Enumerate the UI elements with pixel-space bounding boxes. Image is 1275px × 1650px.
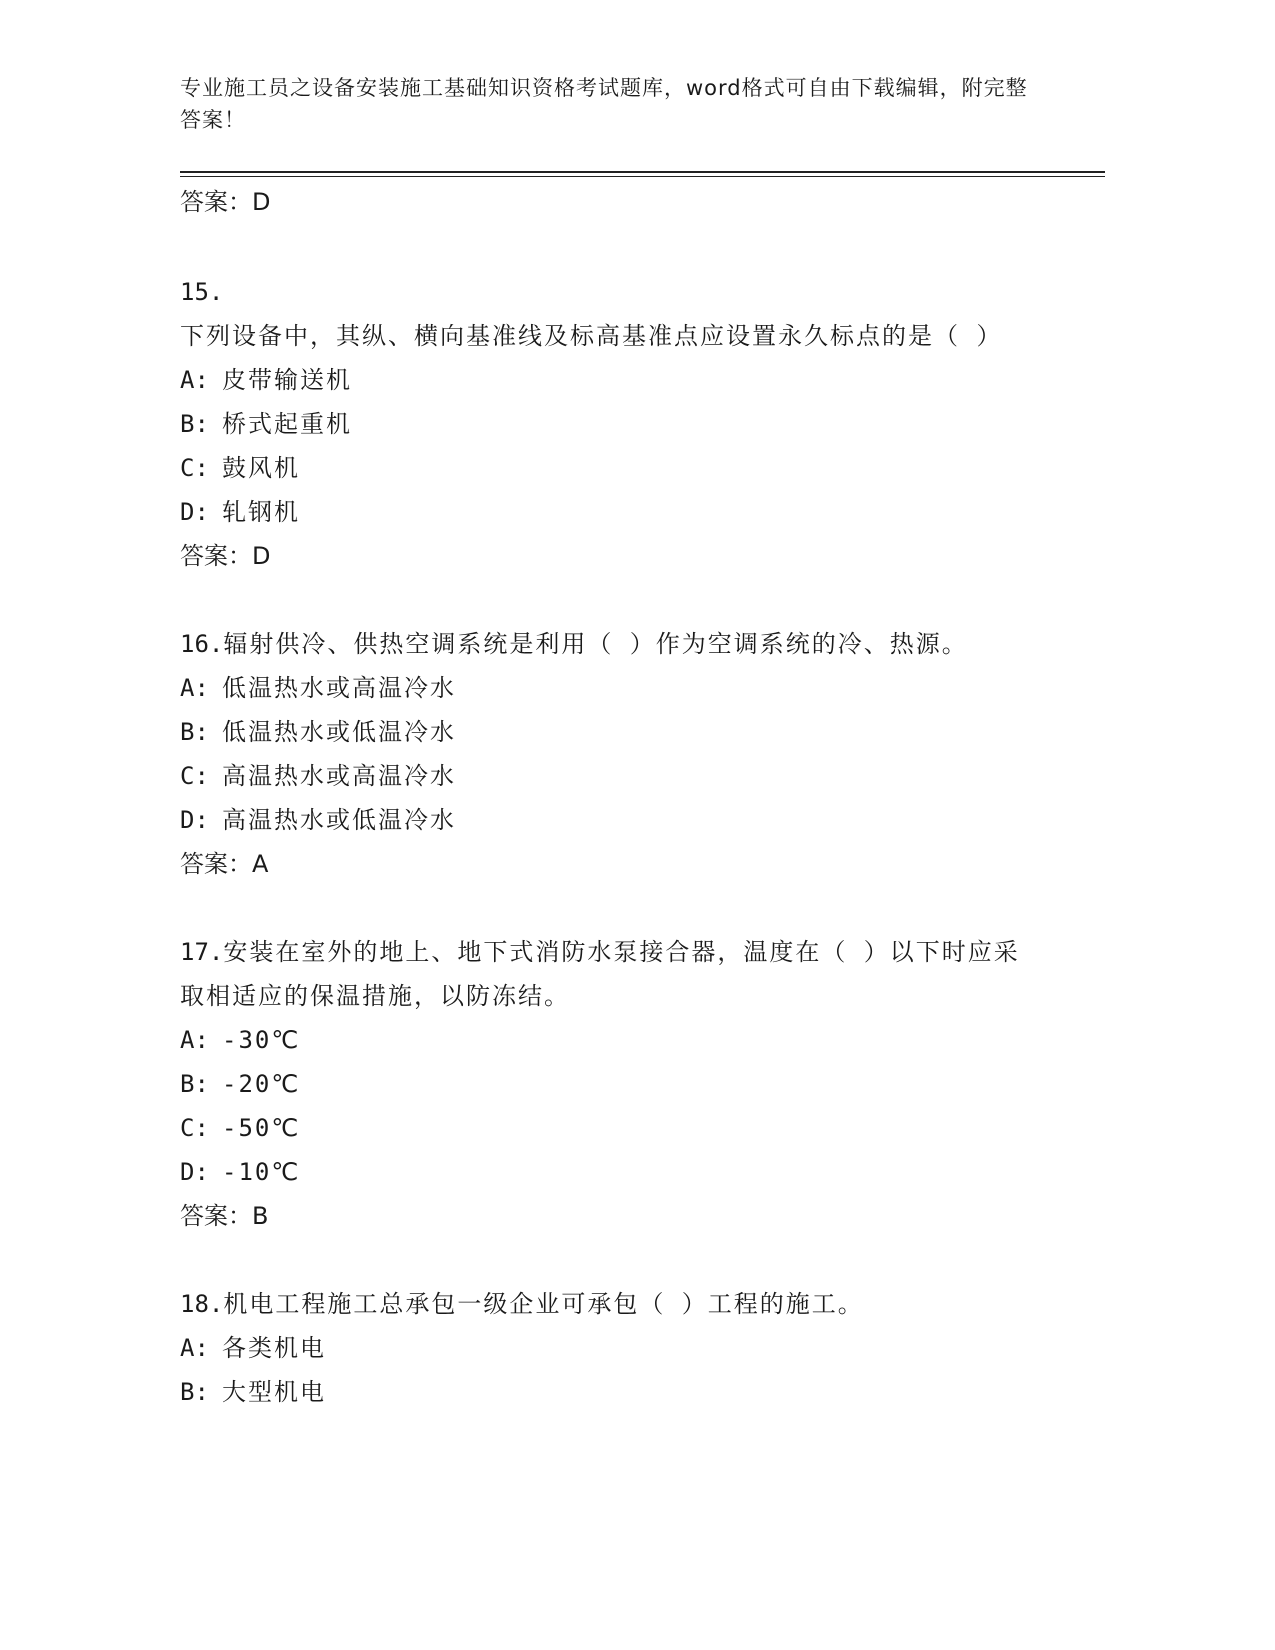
question-17: [180, 930, 1060, 1238]
question-number: 15.: [180, 278, 224, 306]
option-d: [180, 1150, 1060, 1194]
option-text: 鼓风机: [222, 454, 300, 482]
question-text: [180, 270, 1040, 358]
option-c: [180, 1106, 1060, 1150]
question-number: 18.: [180, 1290, 224, 1318]
question-text: [180, 622, 1040, 666]
option-letter: B:: [180, 1378, 209, 1406]
option-letter: C:: [180, 762, 209, 790]
option-letter: B:: [180, 410, 209, 438]
header-rule-thick: [180, 171, 1105, 173]
option-text: 皮带输送机: [222, 366, 352, 394]
question-body: 安装在室外的地上、地下式消防水泵接合器，温度在（ ）以下时应采取相适应的保温措施，以防冻结。: [180, 938, 1020, 1010]
option-c: [180, 446, 1060, 490]
option-text: 大型机电: [222, 1378, 326, 1406]
option-letter: A:: [180, 1334, 209, 1362]
option-d: [180, 798, 1060, 842]
option-letter: A:: [180, 1026, 209, 1054]
option-a: [180, 666, 1060, 710]
option-text: -20℃: [222, 1070, 301, 1098]
option-b: [180, 710, 1060, 754]
option-a: [180, 358, 1060, 402]
option-text: 低温热水或高温冷水: [222, 674, 456, 702]
document-header: 专业施工员之设备安装施工基础知识资格考试题库，word格式可自由下载编辑，附完整答案！: [180, 76, 1028, 132]
option-letter: D:: [180, 1158, 209, 1186]
option-text: 高温热水或高温冷水: [222, 762, 456, 790]
option-b: [180, 1370, 1060, 1414]
option-text: 高温热水或低温冷水: [222, 806, 456, 834]
option-letter: C:: [180, 454, 209, 482]
question-body: 辐射供冷、供热空调系统是利用（ ）作为空调系统的冷、热源。: [223, 630, 968, 658]
answer-line: 答案：B: [180, 1202, 269, 1230]
previous-answer: 答案：D: [180, 188, 271, 216]
option-text: -50℃: [222, 1114, 301, 1142]
option-letter: A:: [180, 366, 209, 394]
question-18: [180, 1282, 1060, 1414]
option-text: -30℃: [222, 1026, 301, 1054]
question-text: [180, 1282, 1040, 1326]
option-letter: B:: [180, 718, 209, 746]
question-body: 机电工程施工总承包一级企业可承包（ ）工程的施工。: [223, 1290, 864, 1318]
answer-line: 答案：A: [180, 850, 269, 878]
option-text: 低温热水或低温冷水: [222, 718, 456, 746]
option-a: [180, 1326, 1060, 1370]
option-letter: C:: [180, 1114, 209, 1142]
option-text: 桥式起重机: [222, 410, 352, 438]
option-text: 各类机电: [222, 1334, 326, 1362]
option-d: [180, 490, 1060, 534]
option-letter: A:: [180, 674, 209, 702]
question-16: [180, 622, 1060, 886]
answer-line: 答案：D: [180, 542, 271, 570]
question-number: 17.: [180, 938, 224, 966]
option-text: 轧钢机: [222, 498, 300, 526]
question-number: 16.: [180, 630, 224, 658]
question-list: [180, 270, 1060, 1458]
option-letter: D:: [180, 498, 209, 526]
question-text: [180, 930, 1040, 1018]
option-a: [180, 1018, 1060, 1062]
question-15: [180, 270, 1060, 578]
option-letter: D:: [180, 806, 209, 834]
option-text: -10℃: [222, 1158, 301, 1186]
option-letter: B:: [180, 1070, 209, 1098]
option-c: [180, 754, 1060, 798]
option-b: [180, 1062, 1060, 1106]
header-rule-thin: [180, 176, 1105, 177]
question-body: 下列设备中，其纵、横向基准线及标高基准点应设置永久标点的是（ ）: [180, 322, 1003, 350]
option-b: [180, 402, 1060, 446]
